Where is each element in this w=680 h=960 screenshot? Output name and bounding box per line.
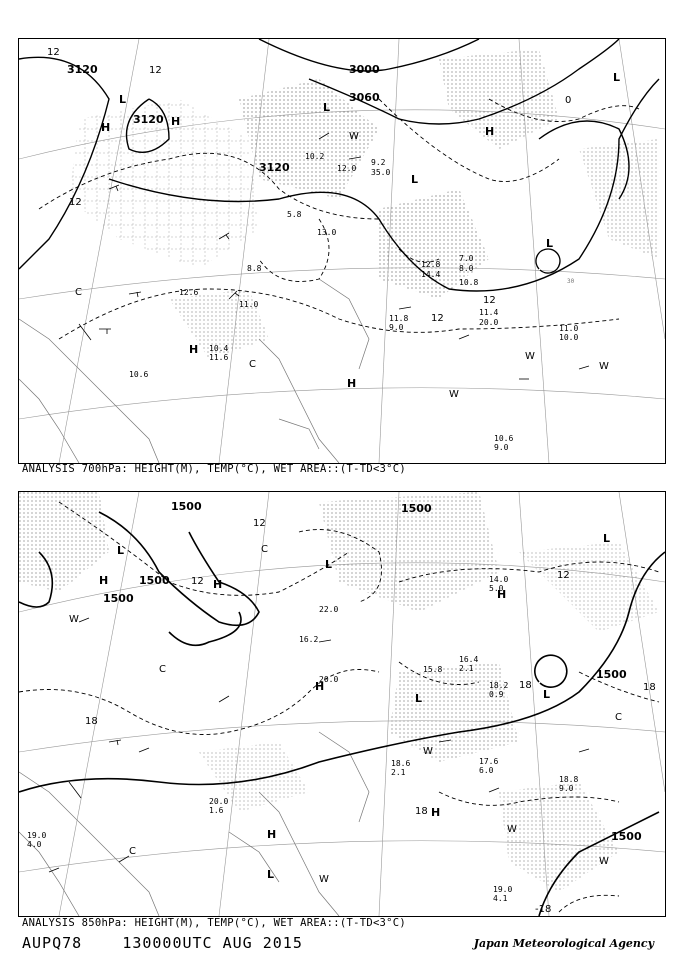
height-label: 3120: [133, 113, 164, 126]
low-center: L: [546, 237, 554, 250]
station-value: 20.0: [479, 318, 499, 327]
station-value: 16.4: [459, 655, 479, 664]
latitude-label: 30: [567, 278, 575, 285]
temp-label: 12: [191, 576, 204, 587]
station-value: 2.1: [391, 768, 406, 777]
wet-area: [19, 492, 109, 592]
temp-label: W: [69, 614, 79, 625]
station-value: 10.0: [559, 333, 579, 342]
wet-area: [439, 49, 559, 149]
low-center: L: [415, 692, 423, 705]
station-value: 9.0: [559, 784, 574, 793]
station-value: 11.4: [479, 308, 499, 317]
station-value: 11.8: [389, 314, 409, 323]
temp-label: 12: [149, 65, 162, 76]
station-value: 4.1: [493, 894, 508, 903]
height-label: 1500: [171, 500, 202, 513]
high-center: H: [267, 828, 277, 841]
terrain-hatch: [69, 99, 259, 269]
station-value: 18.6: [391, 759, 411, 768]
temp-label: 12: [431, 313, 444, 324]
station-value: 13.0: [317, 228, 337, 237]
station-value: 10.8: [459, 278, 479, 287]
high-center: H: [497, 588, 507, 601]
station-value: 9.0: [389, 323, 404, 332]
station-value: 15.8: [423, 665, 443, 674]
high-center: H: [189, 343, 199, 356]
station-value: 20.0: [209, 797, 229, 806]
height-label: 1500: [401, 502, 432, 515]
temp-label: 12: [47, 47, 60, 58]
station-value: 16.2: [299, 635, 319, 644]
temp-label: W: [599, 361, 609, 372]
temp-label: W: [449, 389, 459, 400]
height-label: 1500: [596, 668, 627, 681]
station-value: 9.0: [494, 443, 509, 452]
chart-datetime: 130000UTC AUG 2015: [122, 934, 303, 952]
height-label: 3000: [349, 63, 380, 76]
temp-label: C: [261, 544, 268, 555]
low-center: L: [543, 688, 551, 701]
temp-label: -18: [535, 904, 552, 915]
temp-label: 0: [565, 95, 572, 106]
station-value: 14.4: [421, 270, 441, 279]
station-value: 18.8: [559, 775, 579, 784]
high-center: H: [99, 574, 109, 587]
station-value: 12.0: [337, 164, 357, 173]
temp-label: C: [75, 287, 82, 298]
station-value: 5.0: [489, 584, 504, 593]
temp-label: C: [159, 664, 166, 675]
temp-label: W: [525, 351, 535, 362]
low-center: L: [613, 71, 621, 84]
station-value: 11.0: [559, 324, 579, 333]
station-value: 22.0: [319, 605, 339, 614]
low-center: L: [267, 868, 275, 881]
station-value: 17.6: [479, 757, 499, 766]
station-value: 18.2: [489, 681, 509, 690]
agency-name: Japan Meteorological Agency: [473, 937, 654, 950]
station-value: 5.8: [287, 210, 302, 219]
station-value: 12.6: [179, 288, 199, 297]
station-value: 10.4: [209, 344, 229, 353]
temp-label: W: [423, 746, 433, 757]
height-label: 3120: [259, 161, 290, 174]
temp-label: W: [349, 131, 359, 142]
station-value: 2.1: [459, 664, 474, 673]
station-value: 8.0: [459, 264, 474, 273]
high-center: H: [315, 680, 325, 693]
height-label: 1500: [139, 574, 170, 587]
temp-label: 18: [85, 716, 98, 727]
station-value: 1.6: [209, 806, 224, 815]
station-value: 0.9: [489, 690, 504, 699]
temp-label: W: [319, 874, 329, 885]
map-850hpa: [18, 491, 666, 917]
low-center: L: [119, 93, 127, 106]
station-value: 11.0: [239, 300, 259, 309]
station-value: 4.0: [27, 840, 42, 849]
coastline: [19, 732, 369, 916]
station-value: 20.0: [319, 675, 339, 684]
temp-label: C: [615, 712, 622, 723]
temp-label: W: [507, 824, 517, 835]
wet-area: [389, 662, 519, 762]
high-center: H: [347, 377, 357, 390]
chart-code: AUPQ78: [22, 934, 83, 952]
height-label: 3120: [67, 63, 98, 76]
station-value: 10.2: [305, 152, 325, 161]
height-label: 1500: [611, 830, 642, 843]
temp-label: C: [129, 846, 136, 857]
high-center: H: [171, 115, 181, 128]
low-center: L: [603, 532, 611, 545]
station-value: 12.8: [421, 260, 441, 269]
station-value: 19.0: [27, 831, 47, 840]
station-value: 10.6: [129, 370, 149, 379]
high-center: H: [213, 578, 223, 591]
station-value: 8.8: [247, 264, 262, 273]
station-value: 9.2: [371, 158, 386, 167]
station-value: 6.0: [479, 766, 494, 775]
low-center: L: [411, 173, 419, 186]
temp-label: 18: [643, 682, 656, 693]
map-700hpa-canvas: [19, 39, 665, 463]
station-value: 7.0: [459, 254, 474, 263]
height-label: 3060: [349, 91, 380, 104]
low-center: L: [117, 544, 125, 557]
caption-700hpa: ANALYSIS 700hPa: HEIGHT(M), TEMP(°C), WET AREA::(T-TD<3°C): [22, 463, 407, 475]
low-center: L: [325, 558, 333, 571]
high-center: H: [101, 121, 111, 134]
map-700hpa: [18, 38, 666, 464]
temp-label: 12: [69, 197, 82, 208]
temp-label: 12: [557, 570, 570, 581]
high-center: H: [485, 125, 495, 138]
temp-label: 12: [483, 295, 496, 306]
high-center: H: [431, 806, 441, 819]
station-value: 14.0: [489, 575, 509, 584]
chart-id: [22, 934, 303, 952]
temp-label: 18: [519, 680, 532, 691]
height-label: 1500: [103, 592, 134, 605]
temp-label: 12: [253, 518, 266, 529]
station-value: 19.0: [493, 885, 513, 894]
station-value: 11.6: [209, 353, 229, 362]
temp-label: 18: [415, 806, 428, 817]
caption-850hpa: ANALYSIS 850hPa: HEIGHT(M), TEMP(°C), WET AREA::(T-TD<3°C): [22, 917, 407, 929]
temp-label: W: [599, 856, 609, 867]
station-value: 10.6: [494, 434, 514, 443]
station-value: 35.0: [371, 168, 391, 177]
low-center: L: [323, 101, 331, 114]
temp-label: C: [249, 359, 256, 370]
map-850hpa-canvas: [19, 492, 665, 916]
